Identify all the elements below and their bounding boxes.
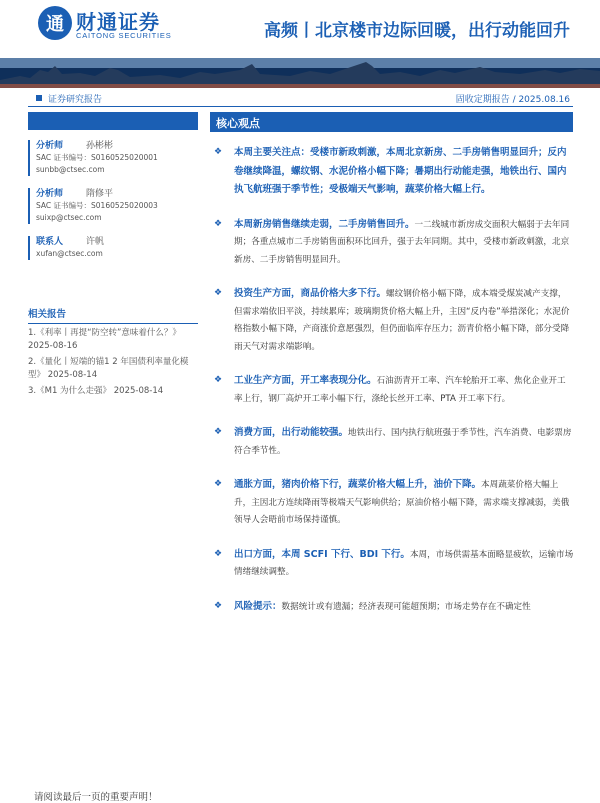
report-type-label: 证券研究报告 (48, 95, 103, 105)
related-reports-title: 相关报告 (28, 306, 198, 324)
analyst-card (28, 140, 198, 176)
bullet-text: 本周蔬菜价格大幅上升，主因北方连续降雨等极端天气影响供给；原油价格小幅下降，需求端支撑减弱，美俄领导人会晤前市场保持谨慎。 (234, 480, 570, 525)
logo-subtitle: CAITONG SECURITIES (76, 31, 172, 40)
sidebar-header-bar (28, 112, 198, 130)
bullet-text: 石油沥青开工率、汽车轮胎开工率、焦化企业开工率上行，钢厂高炉开工率小幅下行，涤纶长丝开工率、PTA 开工率下行。 (234, 376, 566, 404)
bullet-text: 螺纹钢价格小幅下降，成本端受煤炭减产支撑，但需求端依旧平淡，持续累库；玻璃期货价格大幅上升，主因“反内卷”举措深化；水泥价格指数小幅下降，产商涨价意愿强烈，但仍面临库存压力；沥青价格小幅下降，部分受降雨天气对需求端影响。 (234, 289, 570, 352)
analyst-name: 隋修平 (86, 189, 114, 199)
bullet-highlight: 出口方面，本周 SCFI 下行、BDI 下行。 (234, 548, 410, 560)
analyst-card (28, 188, 198, 224)
analyst-license: SAC 证书编号：S0160525020001 (36, 153, 158, 162)
diamond-bullet-icon: ❖ (214, 427, 223, 437)
diamond-bullet-icon: ❖ (214, 218, 223, 229)
report-type-tag (36, 92, 102, 105)
contact-name: 许帆 (86, 237, 105, 247)
contact-card (28, 236, 198, 260)
analyst-email[interactable]: suixp@ctsec.com (36, 213, 102, 222)
bullet-item (212, 546, 574, 582)
contact-role: 联系人 (36, 237, 64, 247)
analyst-email[interactable]: sunbb@ctsec.com (36, 165, 105, 174)
bullet-highlight: 本周新房销售继续走弱，二手房销售回升。 (234, 218, 415, 230)
analyst-role: 分析师 (36, 189, 64, 199)
bullet-item (212, 216, 574, 270)
bullet-highlight: 通胀方面，猪肉价格下行，蔬菜价格大幅上升，油价下降。 (234, 479, 482, 490)
related-report-link[interactable]: 1.《利率丨再提“防空转”意味着什么？》 2025-08-16 (28, 328, 181, 351)
logo-char: 通 (46, 14, 64, 35)
bullet-item (212, 144, 574, 200)
header (0, 0, 600, 50)
bullet-highlight: 投资生产方面，商品价格大多下行。 (234, 288, 387, 299)
bullet-highlight: 风险提示： (234, 600, 282, 612)
bullet-highlight: 本周主要关注点：受楼市新政刺激，本周北京新房、二手房销售明显回升；反内卷继续降温，螺纹钢、水泥价格小幅下降；暑期出行动能走强，地铁出行、国内执飞航班强于季节性；受极端天气影响，蔬菜价格大幅上行。 (234, 147, 567, 195)
bullet-text: 数据统计或有遗漏；经济表现可能超预期；市场走势存在不确定性 (281, 601, 531, 612)
sidebar (28, 112, 198, 398)
diamond-bullet-icon: ❖ (214, 600, 223, 611)
bullet-item (212, 285, 574, 356)
related-report-link[interactable]: 3.《M1 为什么走强》 2025-08-14 (28, 386, 164, 396)
bullet-item (212, 372, 574, 408)
diamond-bullet-icon: ❖ (214, 147, 223, 157)
diamond-bullet-icon: ❖ (214, 548, 223, 559)
report-title: 高频丨北京楼市边际回暖，出行动能回升 (264, 21, 570, 41)
company-logo (38, 6, 72, 40)
core-view-list (212, 144, 574, 616)
core-view-header (210, 112, 573, 132)
disclaimer-notice: 请阅读最后一页的重要声明！ (34, 792, 158, 803)
core-view-title: 核心观点 (216, 117, 260, 130)
diamond-bullet-icon: ❖ (214, 375, 223, 385)
diamond-bullet-icon: ❖ (214, 479, 223, 489)
related-report-link[interactable]: 2.《量化丨短端的锚1 2 年国债利率量化模型》 2025-08-14 (28, 357, 189, 380)
logo-text: 财通证券 (76, 10, 160, 34)
bullet-text: 本周，市场供需基本面略显疲软，运输市场情绪继续调整。 (234, 549, 574, 577)
analyst-license: SAC 证书编号：S0160525020003 (36, 201, 158, 210)
diamond-bullet-icon: ❖ (214, 288, 223, 298)
bullet-highlight: 工业生产方面，开工率表现分化。 (234, 375, 377, 386)
bullet-text: 一二线城市新房成交面积大幅弱于去年同期；各重点城市二手房销售面积环比回升，强于去年同期。其中，受楼市新政刺激，北京新房、二手房销售明显回升。 (234, 219, 570, 265)
city-skyline-banner (0, 58, 600, 88)
bullet-item (212, 598, 574, 617)
analyst-name: 孙彬彬 (86, 141, 114, 151)
bullet-highlight: 消费方面，出行动能较强。 (234, 427, 349, 438)
bullet-item (212, 476, 574, 530)
bullet-item (212, 424, 574, 460)
analyst-role: 分析师 (36, 141, 64, 151)
contact-email[interactable]: xufan@ctsec.com (36, 249, 103, 258)
bullet-text: 地铁出行、国内执行航班强于季节性，汽车消费、电影票房符合季节性。 (234, 428, 572, 456)
divider (28, 106, 573, 107)
report-category-date: 固收定期报告 / 2025.08.16 (455, 95, 570, 105)
